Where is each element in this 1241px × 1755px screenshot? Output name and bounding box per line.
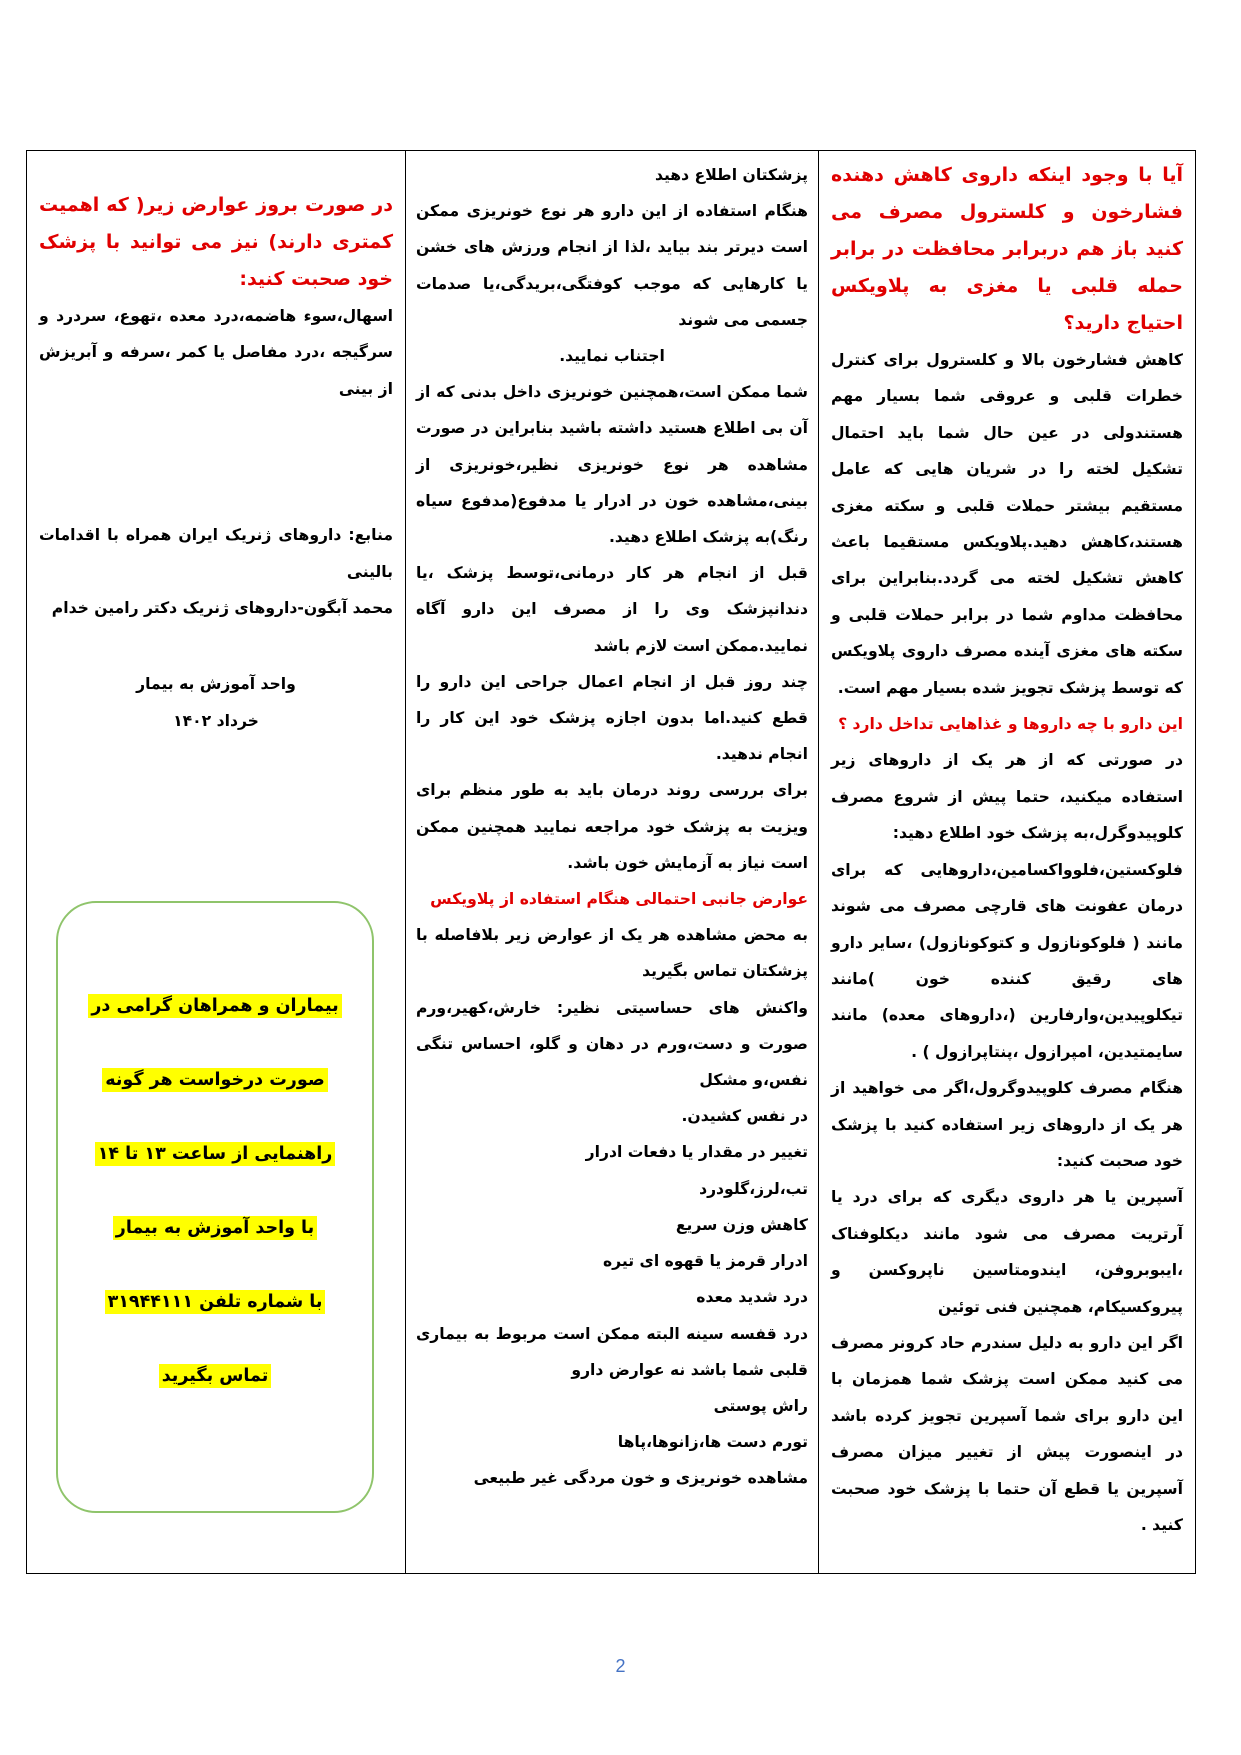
side-effect-item: درد شدید معده — [696, 1288, 808, 1307]
mid-line-5: چند روز قبل از انجام اعمال جراحی این دارو را قطع کنید.اما بدون اجازه پزشک خود این کار را انجام ندهید. — [416, 672, 808, 764]
unit-name: واحد آموزش به بیمار — [136, 675, 296, 694]
contact-info-box — [56, 901, 374, 1513]
contact-phone: با شماره تلفن ۳۱۹۴۴۱۱۱ — [105, 1290, 326, 1314]
paragraph-inform-doctor: در صورتی که از هر یک از داروهای زیر استفاده میکنید، حتما پیش از شروع مصرف کلوپیدوگرل،به پزشک خود اطلاع دهید: — [831, 751, 1183, 843]
right-column — [819, 151, 1195, 1573]
side-effect-item: در نفس کشیدن. — [681, 1107, 808, 1126]
sources-line-1: منابع: داروهای ژنریک ایران همراه با اقدامات بالینی — [39, 526, 393, 581]
paragraph-aspirin-nsaids: آسپرین یا هر داروی دیگری که برای درد یا آرتریت مصرف می شود مانند دیکلوفناک ،ایبوبروفن، ایندومتاسین ناپروکسن و پیروکسیکام، همچنین فنی توئین — [831, 1188, 1183, 1316]
side-effects-heading: عوارض جانبی احتمالی هنگام استفاده از پلاویکس — [430, 890, 808, 909]
side-effect-item: راش پوستی — [713, 1396, 808, 1415]
content-table — [26, 150, 1196, 1574]
side-effect-item: کاهش وزن سریع — [675, 1215, 808, 1234]
side-effect-item: تورم دست ها،زانوها،پاها — [617, 1433, 808, 1452]
mid-line-6: برای بررسی روند درمان باید به طور منظم برای ویزیت به پزشک خود مراجعه نمایید همچنین ممکن است نیاز به آزمایش خون باشد. — [416, 781, 808, 872]
publish-date: خرداد ۱۴۰۲ — [173, 711, 259, 730]
contact-line-1: بیماران و همراهان گرامی در — [88, 994, 341, 1018]
mid-line-1: هنگام استفاده از این دارو هر نوع خونریزی ممکن است دیرتر بند بیاید ،لذا از انجام ورزش های خشن یا کارهایی که موجب کوفتگی،بریدگی،یا صدمات جسمی می شوند — [416, 202, 808, 329]
sources-line-2: محمد آبگون-داروهای ژنریک دکتر رامین خدام — [51, 599, 393, 618]
side-effect-item: ادرار قرمز یا قهوه ای تیره — [602, 1252, 808, 1271]
paragraph-minor-effects: اسهال،سوء هاضمه،درد معده ،تهوع، سردرد و سرگیجه ،درد مفاصل یا کمر ،سرفه و آبریزش از بینی — [39, 307, 393, 398]
page-number: 2 — [615, 1656, 626, 1676]
mid-line-0: پزشکتان اطلاع دهید — [654, 166, 808, 184]
mid-line-4: قبل از انجام هر کار درمانی،توسط پزشک ،یا دندانپزشک وی را از مصرف این دارو آگاه نمایید.ممکن است لازم باشد — [416, 564, 808, 655]
mid-line-2: اجتناب نمایید. — [559, 347, 665, 366]
contact-line-4: با واحد آموزش به بیمار — [113, 1216, 317, 1240]
contact-line-2: صورت درخواست هر گونه — [102, 1068, 328, 1092]
left-column — [27, 151, 405, 1573]
heading-protection-question: آیا با وجود اینکه داروی کاهش دهنده فشارخون و کلسترول مصرف می کنید باز هم دربرابر محافظت در برابر حمله قلبی یا مغزی به پلاویکس احتیاج دارید؟ — [831, 164, 1183, 334]
heading-minor-effects: در صورت بروز عوارض زیر( که اهمیت کمتری دارند) نیز می توانید با پزشک خود صحبت کنید: — [39, 194, 393, 290]
heading-interactions: این دارو با چه داروها و غذاهایی تداخل دارد ؟ — [838, 715, 1183, 734]
mid-line-3: شما ممکن است،همچنین خونریزی داخل بدنی که از آن بی اطلاع هستید داشته باشید بنابراین در صورت مشاهده هر نوع خونریزی نظیر،خونریزی از بینی،مشاهده خون در ادرار یا مدفوع(مدفوع سیاه رنگ)به پزشک اطلاع دهید. — [416, 383, 808, 547]
contact-line-6: تماس بگیرید — [159, 1364, 272, 1388]
side-effect-item: تب،لرز،گلودرد — [699, 1179, 808, 1198]
paragraph-consult-doctor: هنگام مصرف کلوپیدوگرول،اگر می خواهید از هر یک از داروهای زیر استفاده کنید با پزشک خود صحبت کنید: — [831, 1079, 1183, 1170]
side-effect-item: مشاهده خونریزی و خون مردگی غیر طبیعی — [473, 1469, 808, 1488]
side-effect-item: واکنش های حساسیتی نظیر: خارش،کهیر،ورم صورت و دست،ورم در دهان و گلو، احساس تنگی نفس،و مشکل — [416, 998, 808, 1090]
middle-column — [405, 151, 819, 1573]
side-effect-item: درد قفسه سینه البته ممکن است مربوط به بیماری قلبی شما باشد نه عوارض دارو — [416, 1324, 808, 1379]
paragraph-drug-list: فلوکستین،فلوواکسامین،داروهایی که برای درمان عفونت های قارچی مصرف می شوند مانند ( فلوکونازول و کتوکونازول) ،سایر دارو های رقیق کننده خون )مانند تیکلوپیدین،وارفارین (،داروهای معده) مانند سایمتیدین، امپرازول ،پنتاپرازول ) . — [831, 860, 1183, 1061]
side-effect-item: تغییر در مقدار یا دفعات ادرار — [585, 1143, 808, 1162]
paragraph-acute-coronary: اگر این دارو به دلیل سندرم حاد کرونر مصرف می کنید ممکن است پزشک شما همزمان با این دارو برای شما آسپرین تجویز کرده باشد در اینصورت پیش از تغییر میزان مصرف آسپرین یا قطع آن حتما با پزشک خود صحبت کنید . — [831, 1333, 1183, 1534]
contact-line-3: راهنمایی از ساعت ۱۳ تا ۱۴ — [95, 1142, 336, 1166]
side-effect-item: به محض مشاهده هر یک از عوارض زیر بلافاصله با پزشکتان تماس بگیرید — [416, 926, 808, 981]
paragraph-bp-cholesterol: کاهش فشارخون بالا و کلسترول برای کنترل خطرات قلبی و عروقی شما بسیار مهم هستندولی در عین حال شما باید احتمال تشکیل لخته را در شریان هایی که عامل مستقیم بیشتر حملات قلبی و سکته مغزی هستند،کاهش دهید.پلاویکس مستقیما باعث کاهش تشکیل لخته می گردد.بنابراین برای محافظت مداوم شما در برابر حملات قلبی و سکته های مغزی آینده مصرف داروی پلاویکس که توسط پزشک تجویز شده بسیار مهم است. — [831, 351, 1183, 697]
